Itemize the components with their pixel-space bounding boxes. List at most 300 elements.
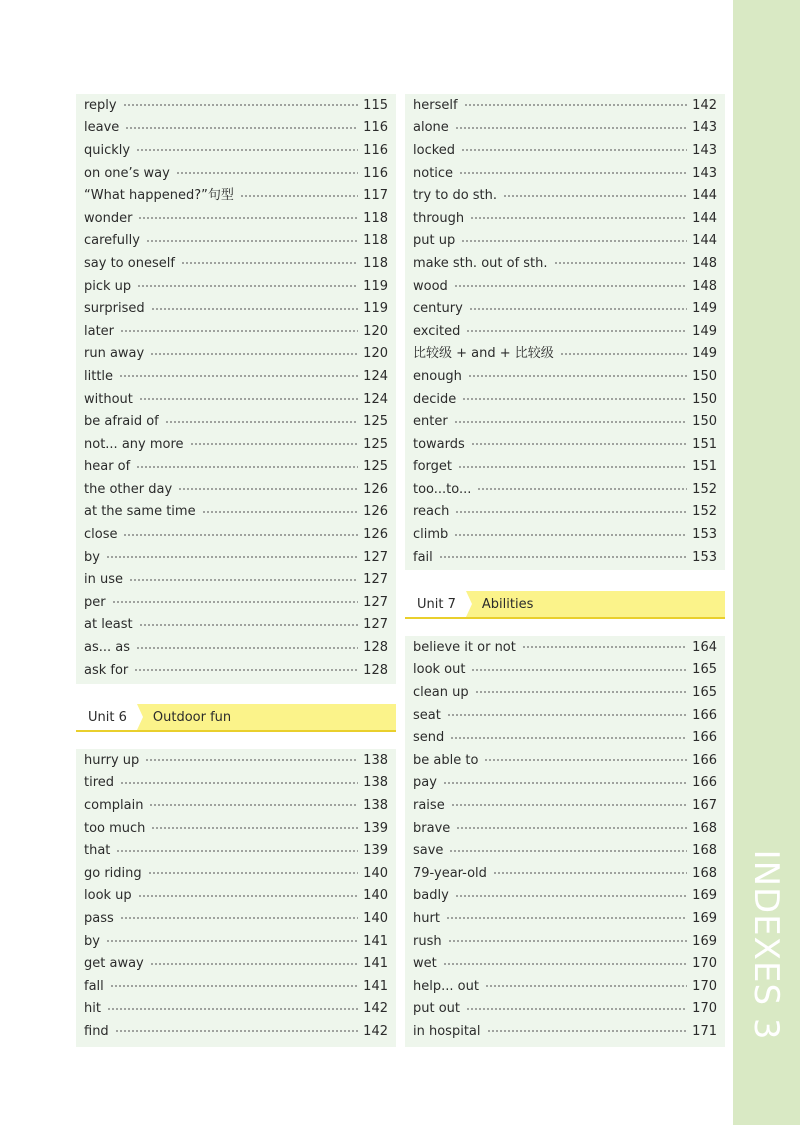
index-entry (413, 320, 717, 343)
index-entry (84, 975, 388, 998)
entry-page-number: 165 (692, 684, 717, 700)
dot-leader (148, 872, 359, 874)
entry-page-number: 139 (363, 843, 388, 859)
entry-page-number: 127 (363, 549, 388, 565)
side-title: INDEXES 3 (746, 849, 786, 1041)
entry-page-number: 170 (692, 978, 717, 994)
entry-page-number: 138 (363, 752, 388, 768)
entry-page-number: 125 (363, 436, 388, 452)
index-entry (413, 930, 717, 953)
index-entry (413, 184, 717, 207)
dot-leader (115, 1030, 358, 1032)
dot-leader (458, 466, 687, 468)
entry-page-number: 141 (363, 956, 388, 972)
dot-leader (120, 330, 358, 332)
dot-leader (443, 782, 687, 784)
entry-page-number: 150 (692, 414, 717, 430)
index-entry (84, 297, 388, 320)
entry-term: brave (413, 820, 451, 836)
index-entry (413, 952, 717, 975)
index-entry (84, 659, 388, 682)
dot-leader (455, 127, 687, 129)
dot-leader (464, 104, 688, 106)
entry-term: excited (413, 323, 461, 339)
dot-leader (449, 850, 687, 852)
entry-term: too...to... (413, 481, 472, 497)
entry-page-number: 140 (363, 888, 388, 904)
entry-term: put up (413, 233, 456, 249)
index-entry (413, 207, 717, 230)
index-entry (413, 117, 717, 140)
index-entry (413, 885, 717, 908)
index-entry (84, 139, 388, 162)
entry-page-number: 170 (692, 1001, 717, 1017)
entry-term: per (84, 594, 106, 610)
entry-term: locked (413, 142, 456, 158)
index-entry (84, 365, 388, 388)
entry-term: put out (413, 1001, 461, 1017)
entry-term: enough (413, 368, 462, 384)
index-entry (84, 930, 388, 953)
entry-page-number: 166 (692, 752, 717, 768)
index-entry (413, 252, 717, 275)
dot-leader (151, 827, 358, 829)
dot-leader (448, 940, 688, 942)
dot-leader (446, 917, 687, 919)
entry-term: carefully (84, 233, 140, 249)
entry-page-number: 151 (692, 459, 717, 475)
index-entry (413, 410, 717, 433)
index-entry (84, 162, 388, 185)
index-entry (84, 907, 388, 930)
index-entry (84, 343, 388, 366)
entry-term: save (413, 843, 444, 859)
index-entry (84, 1020, 388, 1043)
index-entry (413, 523, 717, 546)
index-entry (413, 659, 717, 682)
index-entry (84, 117, 388, 140)
entry-term: later (84, 323, 115, 339)
entry-term: make sth. out of sth. (413, 255, 548, 271)
entry-page-number: 171 (692, 1023, 717, 1039)
entry-page-number: 115 (363, 97, 388, 113)
index-entry (84, 184, 388, 207)
entry-page-number: 124 (363, 391, 388, 407)
index-entry (84, 591, 388, 614)
index-entry (413, 839, 717, 862)
entry-page-number: 168 (692, 865, 717, 881)
entry-page-number: 169 (692, 910, 717, 926)
index-entry (413, 365, 717, 388)
index-entry (84, 388, 388, 411)
index-entry (84, 636, 388, 659)
entry-term: wonder (84, 210, 133, 226)
entry-term: enter (413, 414, 448, 430)
dot-leader (493, 872, 687, 874)
entry-page-number: 127 (363, 594, 388, 610)
entry-page-number: 141 (363, 933, 388, 949)
entry-term: towards (413, 436, 465, 452)
entry-page-number: 118 (363, 255, 388, 271)
entry-page-number: 169 (692, 888, 717, 904)
entry-term: at least (84, 617, 133, 633)
index-entry (413, 343, 717, 366)
entry-page-number: 153 (692, 549, 717, 565)
entry-term: go riding (84, 865, 142, 881)
index-entry (84, 749, 388, 772)
entry-page-number: 118 (363, 210, 388, 226)
entry-page-number: 120 (363, 346, 388, 362)
dot-leader (112, 601, 359, 603)
index-entry (413, 726, 717, 749)
entry-page-number: 170 (692, 956, 717, 972)
index-entry (413, 433, 717, 456)
dot-leader (202, 511, 359, 513)
entry-page-number: 125 (363, 414, 388, 430)
dot-leader (471, 443, 687, 445)
dot-leader (455, 895, 687, 897)
entry-term: in use (84, 572, 123, 588)
dot-leader (181, 262, 358, 264)
entry-page-number: 167 (692, 797, 717, 813)
index-entry (413, 1020, 717, 1043)
entry-page-number: 142 (363, 1001, 388, 1017)
index-entry (413, 704, 717, 727)
entry-term: clean up (413, 684, 469, 700)
dot-leader (129, 579, 358, 581)
entry-page-number: 166 (692, 775, 717, 791)
dot-leader (461, 149, 687, 151)
index-entry (413, 388, 717, 411)
dot-leader (469, 308, 687, 310)
dot-leader (462, 398, 687, 400)
entry-term: herself (413, 97, 458, 113)
entry-term: as... as (84, 640, 131, 656)
entry-page-number: 119 (363, 301, 388, 317)
entry-page-number: 150 (692, 391, 717, 407)
entry-term: hurry up (84, 752, 140, 768)
entry-page-number: 168 (692, 820, 717, 836)
entry-page-number: 165 (692, 662, 717, 678)
index-entry (413, 297, 717, 320)
index-entry (84, 794, 388, 817)
entry-term: that (84, 843, 111, 859)
dot-leader (466, 1008, 687, 1010)
entry-page-number: 140 (363, 910, 388, 926)
unit-header-unit-7 (405, 591, 725, 619)
entry-term: little (84, 368, 114, 384)
index-entry (84, 456, 388, 479)
entry-term: hit (84, 1001, 101, 1017)
entry-term: raise (413, 797, 445, 813)
dot-leader (136, 647, 358, 649)
entry-term: wet (413, 956, 437, 972)
entry-page-number: 138 (363, 797, 388, 813)
entry-page-number: 150 (692, 368, 717, 384)
entry-term: be able to (413, 752, 479, 768)
index-entry (84, 546, 388, 569)
dot-leader (110, 985, 358, 987)
entry-term: decide (413, 391, 457, 407)
index-entry (84, 998, 388, 1021)
entry-page-number: 148 (692, 255, 717, 271)
index-entry (413, 681, 717, 704)
index-entry (84, 817, 388, 840)
entry-page-number: 128 (363, 640, 388, 656)
dot-leader (461, 240, 687, 242)
index-entry (84, 523, 388, 546)
entry-page-number: 126 (363, 504, 388, 520)
entry-page-number: 138 (363, 775, 388, 791)
unit-header-unit-6 (76, 704, 396, 732)
entry-term: climb (413, 527, 449, 543)
entry-term: quickly (84, 142, 131, 158)
index-entry (413, 817, 717, 840)
dot-leader (123, 104, 359, 106)
index-entry (84, 230, 388, 253)
index-entry (413, 230, 717, 253)
dot-leader (487, 1030, 688, 1032)
entry-term: 比较级 + and + 比较级 (413, 346, 554, 362)
dot-leader (176, 172, 358, 174)
entry-page-number: 166 (692, 730, 717, 746)
entry-page-number: 143 (692, 165, 717, 181)
entry-term: fail (413, 549, 433, 565)
unit-title: Abilities (481, 596, 534, 612)
index-entry (84, 952, 388, 975)
entry-page-number: 126 (363, 481, 388, 497)
entry-term: by (84, 933, 100, 949)
entry-page-number: 152 (692, 481, 717, 497)
index-entry (413, 998, 717, 1021)
entry-page-number: 142 (363, 1023, 388, 1039)
index-block-left-bottom (76, 749, 396, 1047)
dot-leader (107, 1008, 358, 1010)
entry-term: at the same time (84, 504, 196, 520)
index-entry (413, 749, 717, 772)
index-entry (84, 478, 388, 501)
dot-leader (451, 804, 687, 806)
entry-page-number: 144 (692, 188, 717, 204)
index-entry (84, 433, 388, 456)
dot-leader (503, 195, 687, 197)
dot-leader (454, 285, 687, 287)
entry-term: tired (84, 775, 115, 791)
entry-page-number: 143 (692, 120, 717, 136)
dot-leader (123, 534, 358, 536)
dot-leader (455, 511, 687, 513)
dot-leader (466, 330, 687, 332)
dot-leader (106, 556, 358, 558)
index-entry (84, 410, 388, 433)
dot-leader (240, 195, 358, 197)
dot-leader (116, 850, 358, 852)
entry-term: century (413, 301, 463, 317)
entry-page-number: 119 (363, 278, 388, 294)
index-entry (413, 162, 717, 185)
dot-leader (165, 421, 358, 423)
entry-page-number: 141 (363, 978, 388, 994)
entry-page-number: 140 (363, 865, 388, 881)
index-entry (413, 139, 717, 162)
dot-leader (134, 669, 358, 671)
index-block-right-bottom (405, 636, 725, 1047)
entry-term: in hospital (413, 1023, 481, 1039)
index-entry (413, 636, 717, 659)
entry-page-number: 139 (363, 820, 388, 836)
entry-term: look out (413, 662, 466, 678)
dot-leader (447, 714, 687, 716)
dot-leader (468, 375, 687, 377)
dot-leader (146, 240, 358, 242)
entry-term: pick up (84, 278, 132, 294)
entry-page-number: 118 (363, 233, 388, 249)
dot-leader (139, 624, 359, 626)
entry-term: “What happened?”句型 (84, 188, 234, 204)
entry-page-number: 116 (363, 120, 388, 136)
entry-page-number: 149 (692, 301, 717, 317)
dot-leader (149, 804, 358, 806)
dot-leader (139, 398, 358, 400)
entry-term: run away (84, 346, 145, 362)
dot-leader (136, 149, 358, 151)
entry-term: get away (84, 956, 144, 972)
entry-page-number: 166 (692, 707, 717, 723)
dot-leader (178, 488, 358, 490)
entry-page-number: 117 (363, 188, 388, 204)
entry-page-number: 148 (692, 278, 717, 294)
dot-leader (150, 353, 358, 355)
index-entry (84, 207, 388, 230)
index-entry (413, 794, 717, 817)
entry-term: pay (413, 775, 437, 791)
entry-page-number: 143 (692, 142, 717, 158)
unit-label: Unit 7 (405, 591, 466, 617)
entry-term: wood (413, 278, 448, 294)
entry-page-number: 151 (692, 436, 717, 452)
entry-page-number: 153 (692, 527, 717, 543)
entry-term: find (84, 1023, 109, 1039)
dot-leader (470, 217, 687, 219)
entry-term: not... any more (84, 436, 184, 452)
index-entry (84, 275, 388, 298)
dot-leader (151, 308, 359, 310)
index-entry (84, 885, 388, 908)
dot-leader (522, 646, 687, 648)
entry-term: notice (413, 165, 454, 181)
entry-term: surprised (84, 301, 145, 317)
dot-leader (106, 940, 358, 942)
entry-term: through (413, 210, 465, 226)
index-entry (413, 478, 717, 501)
entry-page-number: 127 (363, 617, 388, 633)
entry-term: without (84, 391, 133, 407)
index-entry (84, 320, 388, 343)
entry-page-number: 116 (363, 165, 388, 181)
index-entry (84, 839, 388, 862)
entry-term: ask for (84, 662, 129, 678)
dot-leader (443, 963, 687, 965)
entry-page-number: 126 (363, 527, 388, 543)
entry-page-number: 144 (692, 210, 717, 226)
index-entry (84, 614, 388, 637)
dot-leader (484, 759, 687, 761)
entry-term: be afraid of (84, 414, 159, 430)
entry-term: help... out (413, 978, 479, 994)
index-block-left-top (76, 94, 396, 684)
entry-page-number: 125 (363, 459, 388, 475)
entry-term: by (84, 549, 100, 565)
dot-leader (454, 421, 687, 423)
dot-leader (450, 737, 687, 739)
entry-page-number: 149 (692, 346, 717, 362)
dot-leader (459, 172, 687, 174)
dot-leader (454, 534, 687, 536)
dot-leader (439, 556, 687, 558)
index-entry (84, 94, 388, 117)
entry-page-number: 144 (692, 233, 717, 249)
index-block-right-top (405, 94, 725, 570)
entry-term: pass (84, 910, 114, 926)
dot-leader (138, 217, 358, 219)
dot-leader (477, 488, 687, 490)
entry-term: look up (84, 888, 132, 904)
entry-term: believe it or not (413, 639, 516, 655)
entry-term: on one’s way (84, 165, 170, 181)
entry-page-number: 169 (692, 933, 717, 949)
index-entry (84, 862, 388, 885)
dot-leader (120, 782, 358, 784)
unit-label: Unit 6 (76, 704, 137, 730)
entry-page-number: 128 (363, 662, 388, 678)
index-entry (84, 501, 388, 524)
dot-leader (456, 827, 687, 829)
entry-page-number: 142 (692, 97, 717, 113)
entry-term: too much (84, 820, 146, 836)
index-entry (413, 501, 717, 524)
unit-title: Outdoor fun (152, 709, 232, 725)
entry-term: reply (84, 97, 117, 113)
entry-term: rush (413, 933, 442, 949)
entry-term: close (84, 527, 118, 543)
entry-term: badly (413, 888, 449, 904)
entry-term: leave (84, 120, 120, 136)
index-entry (84, 568, 388, 591)
entry-page-number: 164 (692, 639, 717, 655)
entry-term: forget (413, 459, 452, 475)
index-entry (413, 975, 717, 998)
entry-term: reach (413, 504, 450, 520)
dot-leader (554, 262, 688, 264)
entry-term: alone (413, 120, 449, 136)
entry-term: the other day (84, 481, 173, 497)
entry-term: seat (413, 707, 441, 723)
index-entry (413, 456, 717, 479)
index-entry (413, 772, 717, 795)
entry-term: try to do sth. (413, 188, 498, 204)
entry-page-number: 152 (692, 504, 717, 520)
entry-page-number: 149 (692, 323, 717, 339)
entry-page-number: 127 (363, 572, 388, 588)
index-entry (413, 907, 717, 930)
dot-leader (475, 691, 688, 693)
entry-term: hurt (413, 910, 440, 926)
dot-leader (137, 285, 358, 287)
index-entry (413, 275, 717, 298)
index-entry (413, 546, 717, 569)
index-entry (413, 94, 717, 117)
dot-leader (150, 963, 358, 965)
